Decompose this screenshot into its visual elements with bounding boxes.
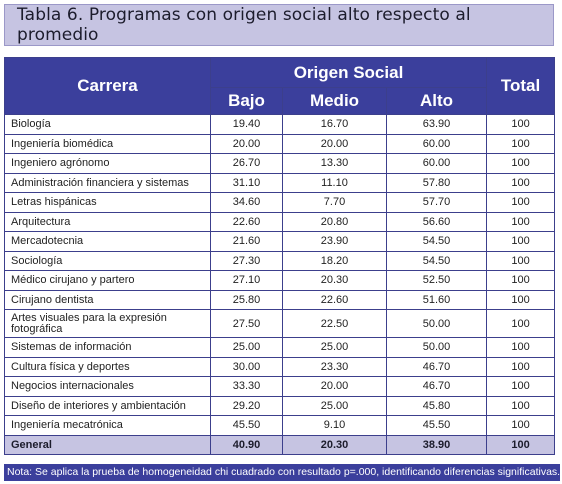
table-row: [5, 173, 555, 193]
cell-medio: 16.70: [283, 115, 387, 135]
cell-bajo: 31.10: [211, 173, 283, 193]
cell-alto: 46.70: [387, 357, 487, 377]
cell-total: 100: [487, 193, 555, 213]
cell-bajo: 19.40: [211, 115, 283, 135]
cell-medio: 13.30: [283, 154, 387, 174]
table-row: [5, 232, 555, 252]
cell-alto: 51.60: [387, 290, 487, 310]
cell-total: 100: [487, 154, 555, 174]
header-medio: Medio: [283, 88, 387, 115]
cell-bajo: 25.00: [211, 338, 283, 358]
data-table: [4, 57, 555, 455]
table-row: [5, 338, 555, 358]
table-body: [5, 115, 555, 455]
cell-carrera: Médico cirujano y partero: [5, 271, 211, 291]
table-row: [5, 416, 555, 436]
cell-carrera: Arquitectura: [5, 212, 211, 232]
cell-alto: 56.60: [387, 212, 487, 232]
cell-alto: 45.80: [387, 396, 487, 416]
cell-total: 100: [487, 338, 555, 358]
cell-carrera: Biología: [5, 115, 211, 135]
cell-carrera: Mercadotecnia: [5, 232, 211, 252]
table-row: [5, 193, 555, 213]
table-row: [5, 115, 555, 135]
cell-alto: 52.50: [387, 271, 487, 291]
table-row: [5, 396, 555, 416]
cell-total: 100: [487, 232, 555, 252]
cell-alto: 63.90: [387, 115, 487, 135]
cell-carrera: Diseño de interiores y ambientación: [5, 396, 211, 416]
cell-bajo: 26.70: [211, 154, 283, 174]
header-total: Total: [487, 58, 555, 115]
cell-medio: 22.50: [283, 310, 387, 338]
table-title: Tabla 6. Programas con origen social alto respecto al promedio: [17, 5, 471, 45]
cell-alto: 54.50: [387, 232, 487, 252]
cell-medio: 20.00: [283, 377, 387, 397]
cell-carrera: Ingeniería mecatrónica: [5, 416, 211, 436]
cell-carrera: Sistemas de información: [5, 338, 211, 358]
cell-total: 100: [487, 271, 555, 291]
cell-bajo: 33.30: [211, 377, 283, 397]
cell-medio: 20.80: [283, 212, 387, 232]
table-row: [5, 134, 555, 154]
cell-alto: 60.00: [387, 134, 487, 154]
table-row: [5, 310, 555, 338]
general-row: [5, 435, 555, 454]
cell-carrera: Letras hispánicas: [5, 193, 211, 213]
cell-carrera: Cirujano dentista: [5, 290, 211, 310]
table-row: [5, 271, 555, 291]
general-cell-alto: 38.90: [387, 435, 487, 454]
cell-total: 100: [487, 416, 555, 436]
cell-bajo: 20.00: [211, 134, 283, 154]
cell-medio: 7.70: [283, 193, 387, 213]
cell-alto: 57.80: [387, 173, 487, 193]
table-row: [5, 212, 555, 232]
cell-medio: 11.10: [283, 173, 387, 193]
cell-carrera: Negocios internacionales: [5, 377, 211, 397]
cell-medio: 25.00: [283, 338, 387, 358]
table-note: Nota: Se aplica la prueba de homogeneidad chi cuadrado con resultado p=.000, identificando diferencias significativas.: [4, 464, 560, 481]
cell-total: 100: [487, 396, 555, 416]
header-origen-social: Origen Social: [211, 58, 487, 88]
cell-total: 100: [487, 115, 555, 135]
cell-medio: 23.90: [283, 232, 387, 252]
cell-total: 100: [487, 251, 555, 271]
cell-carrera: Administración financiera y sistemas: [5, 173, 211, 193]
cell-medio: 9.10: [283, 416, 387, 436]
table-row: [5, 251, 555, 271]
general-cell-medio: 20.30: [283, 435, 387, 454]
table-row: [5, 154, 555, 174]
cell-bajo: 45.50: [211, 416, 283, 436]
table-row: [5, 377, 555, 397]
general-cell-carrera: General: [5, 435, 211, 454]
cell-medio: 20.30: [283, 271, 387, 291]
cell-total: 100: [487, 173, 555, 193]
cell-bajo: 29.20: [211, 396, 283, 416]
cell-bajo: 34.60: [211, 193, 283, 213]
cell-total: 100: [487, 134, 555, 154]
table-title-box: [4, 4, 554, 46]
cell-medio: 22.60: [283, 290, 387, 310]
general-cell-bajo: 40.90: [211, 435, 283, 454]
cell-total: 100: [487, 310, 555, 338]
general-cell-total: 100: [487, 435, 555, 454]
cell-alto: 54.50: [387, 251, 487, 271]
cell-bajo: 27.50: [211, 310, 283, 338]
table-row: [5, 357, 555, 377]
cell-bajo: 30.00: [211, 357, 283, 377]
cell-bajo: 22.60: [211, 212, 283, 232]
cell-carrera: Ingeniería biomédica: [5, 134, 211, 154]
cell-total: 100: [487, 290, 555, 310]
cell-carrera: Sociología: [5, 251, 211, 271]
cell-alto: 46.70: [387, 377, 487, 397]
cell-medio: 20.00: [283, 134, 387, 154]
cell-bajo: 25.80: [211, 290, 283, 310]
cell-alto: 45.50: [387, 416, 487, 436]
cell-alto: 50.00: [387, 310, 487, 338]
cell-bajo: 21.60: [211, 232, 283, 252]
cell-carrera: Artes visuales para la expresión fotográfica: [5, 310, 211, 338]
cell-medio: 23.30: [283, 357, 387, 377]
cell-alto: 57.70: [387, 193, 487, 213]
cell-alto: 60.00: [387, 154, 487, 174]
cell-bajo: 27.30: [211, 251, 283, 271]
cell-bajo: 27.10: [211, 271, 283, 291]
cell-medio: 25.00: [283, 396, 387, 416]
cell-total: 100: [487, 212, 555, 232]
cell-medio: 18.20: [283, 251, 387, 271]
header-alto: Alto: [387, 88, 487, 115]
cell-carrera: Ingeniero agrónomo: [5, 154, 211, 174]
header-bajo: Bajo: [211, 88, 283, 115]
cell-alto: 50.00: [387, 338, 487, 358]
cell-carrera: Cultura física y deportes: [5, 357, 211, 377]
cell-total: 100: [487, 357, 555, 377]
header-carrera: Carrera: [5, 58, 211, 115]
cell-total: 100: [487, 377, 555, 397]
table-row: [5, 290, 555, 310]
